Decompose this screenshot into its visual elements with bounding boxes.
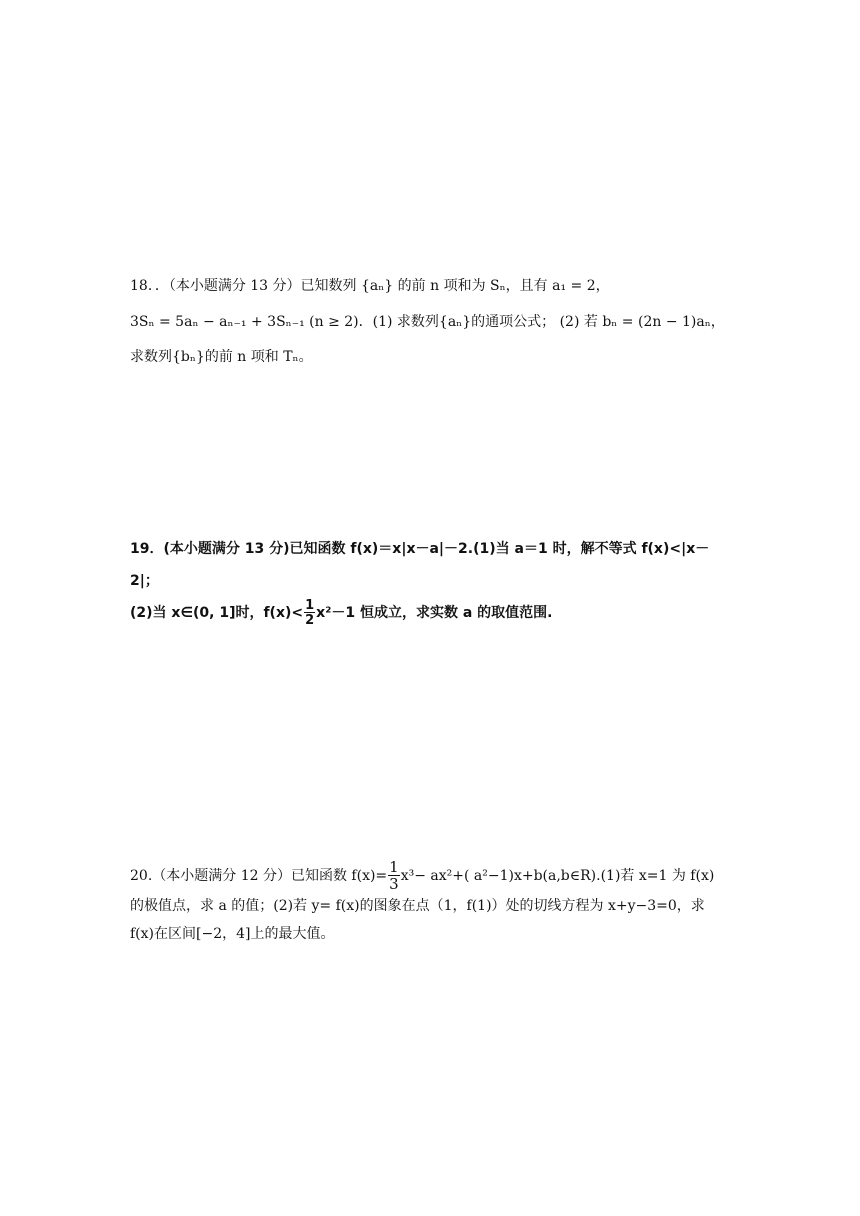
fraction-numerator: 1 <box>305 598 315 614</box>
problem-19-line-3-after: x²－1 恒成立，求实数 a 的取值范围. <box>316 605 553 622</box>
problem-19 <box>130 533 730 630</box>
problem-19-line-2: 2|； <box>130 573 159 590</box>
problem-20-line-1 <box>130 860 730 892</box>
problem-20 <box>130 860 730 948</box>
problem-18-line-3: 求数列{bₙ}的前 n 项和 Tₙ。 <box>130 349 313 366</box>
problem-20-line-3: f(x)在区间[−2，4]上的最大值。 <box>130 926 335 942</box>
problem-18 <box>130 269 730 376</box>
fraction-one-third <box>388 860 400 892</box>
fraction-denominator: 3 <box>389 875 399 893</box>
problem-19-line-3 <box>130 597 730 629</box>
fraction-denominator: 2 <box>305 613 315 629</box>
problem-20-line-2: 的极值点，求 a 的值；(2)若 y= f(x)的图象在点（1，f(1)）处的切线方程为 x+y−3=0，求 <box>130 898 705 914</box>
fraction-one-half <box>304 599 315 627</box>
problem-19-line-1: 19．(本小题满分 13 分)已知函数 f(x)＝x|x－a|－2.(1)当 a＝1 时，解不等式 f(x)<|x－ <box>130 541 710 557</box>
problem-18-line-1: 18．．（本小题满分 13 分）已知数列 {aₙ} 的前 n 项和为 Sₙ，且有 a₁ = 2， <box>130 278 610 294</box>
problem-19-line-3-before: (2)当 x∈(0, 1]时，f(x)< <box>130 605 304 622</box>
problem-18-line-2: 3Sₙ = 5aₙ − aₙ₋₁ + 3Sₙ₋₁ (n ≥ 2)．(1) 求数列{aₙ}的通项公式； (2) 若 bₙ = (2n − 1)aₙ， <box>130 313 725 330</box>
fraction-numerator: 1 <box>389 858 399 876</box>
problem-20-line-1-after: x³− ax²+( a²−1)x+b(a,b∈R).(1)若 x=1 为 f(x) <box>400 868 715 884</box>
problem-20-line-1-before: 20.（本小题满分 12 分）已知函数 f(x)= <box>130 868 388 884</box>
